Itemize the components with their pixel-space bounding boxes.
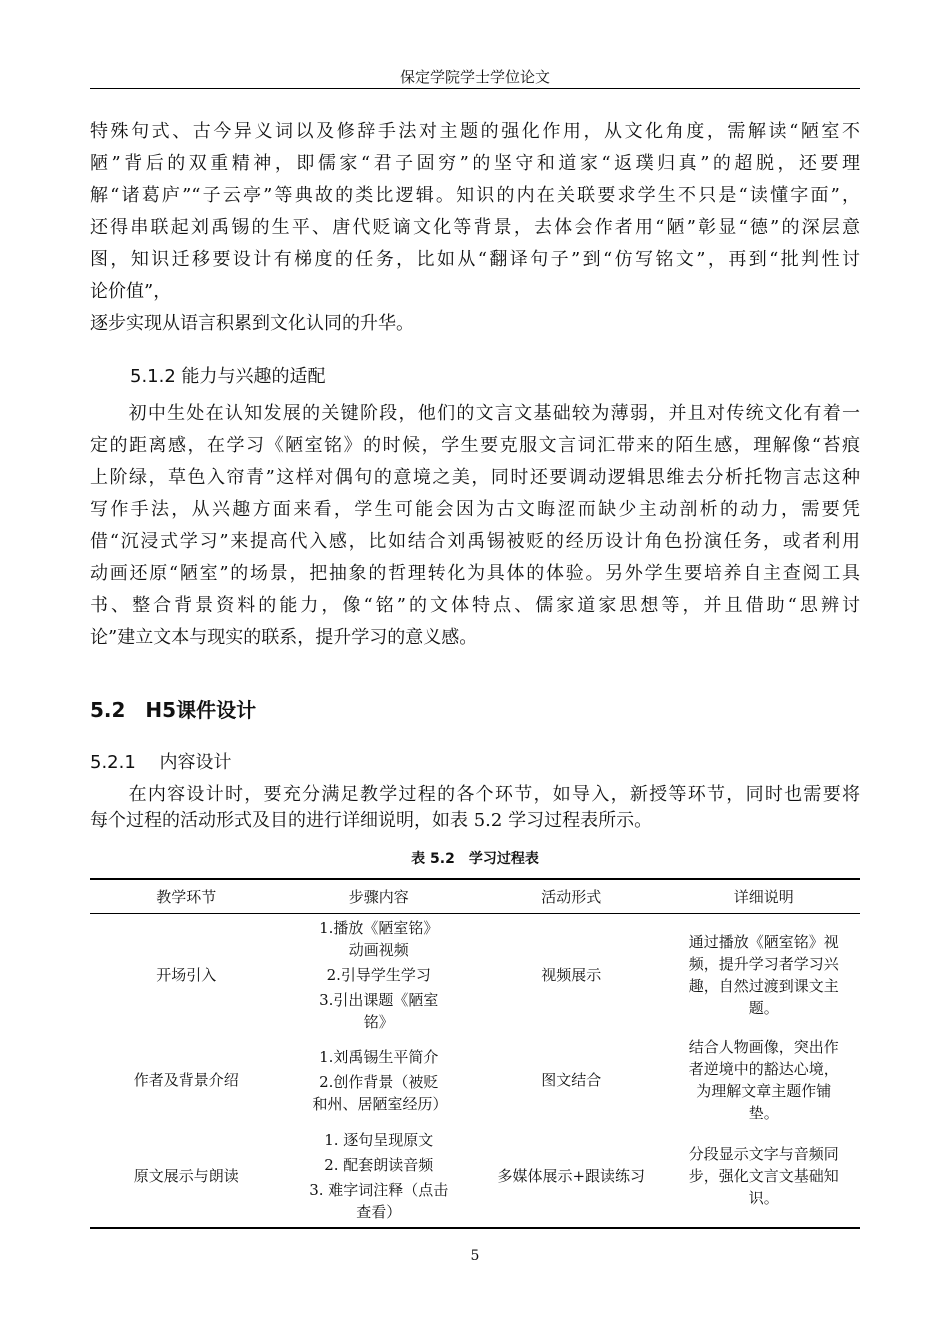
step-item: 2. 配套朗读音频 bbox=[324, 1155, 434, 1174]
steps-cell bbox=[283, 914, 476, 1037]
text-line: 论价值”， bbox=[90, 281, 172, 302]
form-cell: 视频展示 bbox=[541, 966, 602, 984]
paragraph-1 bbox=[90, 116, 860, 340]
text-line: 借“沉浸式学习”来提高代入感，比如结合刘禹锡被贬的经历设计角色扮演任务，或者利用 bbox=[90, 531, 860, 552]
step-item: 1.播放《陋室铭》动画视频 bbox=[319, 919, 439, 959]
step-item: 1.刘禹锡生平简介 bbox=[319, 1047, 439, 1066]
text-line: 动画还原“陋室”的场景，把抽象的哲理转化为具体的体验。另外学生要培养自主查阅工具 bbox=[90, 563, 860, 584]
column-header: 步骤内容 bbox=[283, 879, 476, 914]
text-line: 还得串联起刘禹锡的生平、唐代贬谪文化等背景，去体会作者用“陋”彰显“德”的深层意 bbox=[90, 217, 860, 238]
text-line: 定的距离感，在学习《陋室铭》的时候，学生要克服文言词汇带来的陌生感，理解像“苔痕 bbox=[90, 435, 860, 456]
paragraph-3 bbox=[90, 782, 860, 834]
text-line: 初中生处在认知发展的关键阶段，他们的文言文基础较为薄弱，并且对传统文化有着一 bbox=[90, 403, 860, 424]
page-number: 5 bbox=[470, 1248, 480, 1264]
steps-cell bbox=[283, 1036, 476, 1124]
paragraph-2 bbox=[90, 398, 860, 654]
step-item: 3. 难字词注释（点击查看） bbox=[309, 1180, 449, 1221]
form-cell: 多媒体展示+跟读练习 bbox=[497, 1166, 646, 1185]
desc-cell: 结合人物画像，突出作者逆境中的豁达心境，为理解文章主题作铺垫。 bbox=[688, 1038, 839, 1122]
step-item: 3.引出课题《陋室铭》 bbox=[319, 991, 439, 1031]
step-item: 2.引导学生学习 bbox=[326, 966, 431, 984]
steps-cell bbox=[283, 1124, 476, 1228]
text-line: 解“诸葛庐”“子云亭”等典故的类比逻辑。知识的内在关联要求学生不只是“读懂字面”， bbox=[90, 185, 860, 206]
text-line: 写作手法，从兴趣方面来看，学生可能会因为古文晦涩而缺少主动剖析的动力，需要凭 bbox=[90, 499, 860, 520]
text-line: 逐步实现从语言积累到文化认同的升华。 bbox=[90, 313, 414, 334]
text-line: 每个过程的活动形式及目的进行详细说明，如表 5.2 学习过程表所示。 bbox=[90, 810, 653, 831]
table-header-row bbox=[90, 879, 860, 914]
column-header: 活动形式 bbox=[475, 879, 668, 914]
form-cell: 图文结合 bbox=[541, 1071, 602, 1089]
table-row bbox=[90, 1036, 860, 1124]
step-item: 2.创作背景（被贬和州、居陋室经历） bbox=[312, 1072, 448, 1113]
column-header: 详细说明 bbox=[668, 879, 861, 914]
stage-cell: 原文展示与朗读 bbox=[133, 1166, 239, 1185]
table-row bbox=[90, 1124, 860, 1228]
text-line: 陋”背后的双重精神，即儒家“君子固穷”的坚守和道家“返璞归真”的超脱，还要理 bbox=[90, 153, 860, 174]
table-row bbox=[90, 914, 860, 1037]
section-heading-5-2-1: 5.2.1 内容设计 bbox=[90, 752, 232, 773]
text-line: 论”建立文本与现实的联系，提升学习的意义感。 bbox=[90, 627, 478, 648]
table-caption: 表 5.2 学习过程表 bbox=[411, 851, 539, 867]
text-line: 图，知识迁移要设计有梯度的任务，比如从“翻译句子”到“仿写铭文”，再到“批判性讨 bbox=[90, 249, 860, 270]
learning-process-table bbox=[90, 878, 860, 1229]
text-line: 上阶绿，草色入帘青”这样对偶句的意境之美，同时还要调动逻辑思维去分析托物言志这种 bbox=[90, 467, 860, 488]
text-line: 在内容设计时，要充分满足教学过程的各个环节，如导入，新授等环节，同时也需要将 bbox=[90, 784, 860, 805]
section-heading-5-2: 5.2 H5课件设计 bbox=[90, 698, 257, 722]
stage-cell: 开场引入 bbox=[156, 966, 217, 984]
stage-cell: 作者及背景介绍 bbox=[133, 1071, 239, 1089]
column-header: 教学环节 bbox=[90, 879, 283, 914]
section-heading-5-1-2: 5.1.2 能力与兴趣的适配 bbox=[130, 366, 326, 387]
desc-cell: 通过播放《陋室铭》视频，提升学习者学习兴趣，自然过渡到课文主题。 bbox=[688, 933, 839, 1017]
running-header: 保定学院学士学位论文 bbox=[399, 68, 550, 86]
step-item: 1. 逐句呈现原文 bbox=[324, 1130, 434, 1149]
desc-cell: 分段显示文字与音频同步，强化文言文基础知识。 bbox=[688, 1144, 839, 1207]
text-line: 书、整合背景资料的能力，像“铭”的文体特点、儒家道家思想等，并且借助“思辨讨 bbox=[90, 595, 860, 616]
text-line: 特殊句式、古今异义词以及修辞手法对主题的强化作用，从文化角度，需解读“陋室不 bbox=[90, 121, 860, 142]
header-rule bbox=[90, 88, 860, 89]
